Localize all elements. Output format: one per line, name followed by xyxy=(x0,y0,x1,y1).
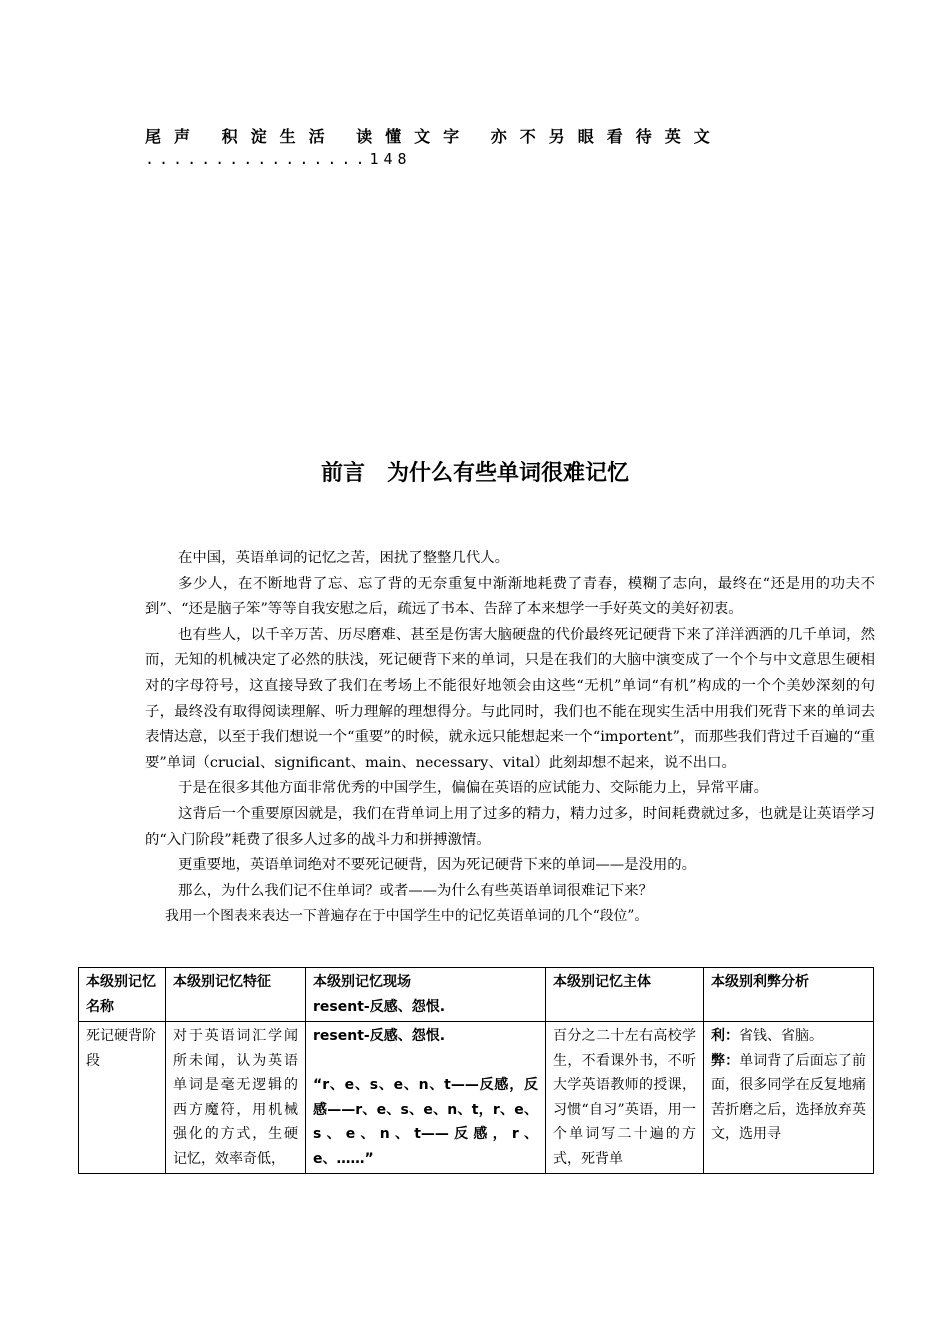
paragraph: 这背后一个重要原因就是，我们在背单词上用了过多的精力，精力过多，时间耗费就过多，也就是让英语学习的“入门阶段”耗费了很多人过多的战斗力和拼搏激情。 xyxy=(145,805,875,848)
con-text: 单词背了后面忘了前面，很多同学在反复地痛苦折磨之后，选择放弃英文，选用寻 xyxy=(711,1052,867,1142)
paragraph: 那么，为什么我们记不住单词？或者——为什么有些英语单词很难记下来？ xyxy=(178,882,653,899)
body-text xyxy=(145,546,875,930)
paragraph: 也有些人，以千辛万苦、历尽磨难、甚至是伤害大脑硬盘的代价最终死记硬背下来了洋洋洒洒的几千单词，然而，无知的机械决定了必然的肤浅，死记硬背下来的单词，只是在我们的大脑中演变成了一个个与中文意思生硬相对的字母符号，这直接导致了我们在考场上不能很好地领会由这些“无机”单词“有机”构成的一个个美妙深刻的句子，最终没有取得阅读理解、听力理解的理想得分。与此同时，我们也不能在现实生活中用我们死背下来的单词去表情达意，以至于我们想说一个“重要”的时候，就永远只能想起来一个“importent”，而那些我们背过千百遍的“重要”单词（crucial、significant、main、necessary、vital）此刻却想不起来，说不出口。 xyxy=(145,626,875,771)
chapter-title: 前言 为什么有些单词很难记忆 xyxy=(320,461,629,486)
scene-body: “r、e、s、e、n、t——反感，反感——r、e、s、e、n、t，r、e、s、e、n、t——反感，r、e、……” xyxy=(313,1077,538,1167)
level-name-cell: 死记硬背阶段 xyxy=(79,1022,166,1174)
level-scene-cell xyxy=(306,1022,546,1174)
pro-label: 利： xyxy=(711,1028,739,1044)
scene-title: resent-反感、怨恨. xyxy=(313,1028,446,1044)
toc-page-number: 148 xyxy=(369,150,412,168)
table-header-cell: 本级别记忆名称 xyxy=(79,968,166,1022)
paragraph: 更重要地，英语单词绝对不要死记硬背，因为死记硬背下来的单词——是没用的。 xyxy=(178,857,697,874)
table-header-cell: 本级别记忆特征 xyxy=(166,968,306,1022)
table-header-cell: 本级别记忆主体 xyxy=(546,968,704,1022)
table-header-cell xyxy=(306,968,546,1022)
memory-levels-table xyxy=(78,967,874,1174)
paragraph: 我用一个图表来表达一下普遍存在于中国学生中的记忆英语单词的几个“段位”。 xyxy=(165,908,649,925)
paragraph: 在中国，英语单词的记忆之苦，困扰了整整几代人。 xyxy=(178,550,509,566)
header-scene-label: 本级别记忆现场 xyxy=(313,974,411,990)
con-label: 弊： xyxy=(711,1052,740,1069)
table-header-cell: 本级别利弊分析 xyxy=(704,968,874,1022)
level-subject-cell: 百分之二十左右高校学生，不看课外书，不听大学英语教师的授课，习惯“自习”英语，用一个单词写二十遍的方式，死背单 xyxy=(546,1022,704,1174)
level-feature-cell: 对于英语词汇学闻所未闻，认为英语单词是毫无逻辑的西方魔符，用机械强化的方式，生硬记忆，效率奇低， xyxy=(166,1022,306,1174)
toc-dots: ................ xyxy=(145,150,370,168)
toc-leader xyxy=(145,150,412,168)
table-row xyxy=(79,1022,874,1174)
toc-entry-title: 尾声 积淀生活 读懂文字 亦不另眼看待英文 xyxy=(145,127,723,146)
paragraph: 于是在很多其他方面非常优秀的中国学生，偏偏在英语的应试能力、交际能力上，异常平庸。 xyxy=(178,780,769,797)
table-header-row xyxy=(79,968,874,1022)
header-scene-sub: resent-反感、怨恨. xyxy=(313,998,446,1015)
paragraph: 多少人，在不断地背了忘、忘了背的无奈重复中渐渐地耗费了青春，模糊了志向，最终在“还是用的功夫不到”、“还是脑子笨”等等自我安慰之后，疏远了书本、告辞了本来想学一手好英文的美好初衷。 xyxy=(145,575,875,618)
pro-text: 省钱、省脑。 xyxy=(739,1028,823,1044)
level-analysis-cell xyxy=(704,1022,874,1174)
